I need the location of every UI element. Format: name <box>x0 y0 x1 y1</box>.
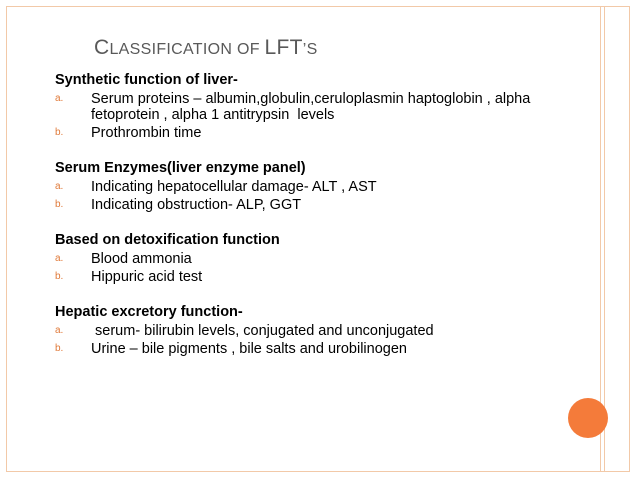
list-item <box>55 91 600 123</box>
list-marker: a. <box>55 181 64 192</box>
frame-vertical-line <box>604 6 605 472</box>
section-excretory-function <box>55 304 600 357</box>
list-item <box>55 341 600 357</box>
list-item-text: Urine – bile pigments , bile salts and urobilinogen <box>91 341 407 357</box>
list-marker: b. <box>55 343 64 354</box>
list-item <box>55 269 600 285</box>
list-marker: a. <box>55 325 64 336</box>
list-item <box>55 179 600 195</box>
list-item <box>55 125 600 141</box>
list-marker: b. <box>55 199 64 210</box>
list-item-text: Indicating obstruction- ALP, GGT <box>91 197 302 213</box>
list-item <box>55 251 600 267</box>
title-first-letter: C <box>94 36 110 59</box>
title-rest: LASSIFICATION OF <box>109 41 265 58</box>
section-synthetic-function <box>55 72 600 141</box>
section-serum-enzymes <box>55 160 600 213</box>
list-item-text: serum- bilirubin levels, conjugated and unconjugated <box>91 323 434 339</box>
list-item-text: Prothrombin time <box>91 125 202 141</box>
list-item-text: Hippuric acid test <box>91 269 203 285</box>
list-item <box>55 323 600 339</box>
list-marker: a. <box>55 253 64 264</box>
section-heading: Serum Enzymes(liver enzyme panel) <box>55 160 306 176</box>
section-heading: Synthetic function of liver- <box>55 72 238 88</box>
slide-title <box>94 36 318 60</box>
title-lft: LFT <box>264 36 303 59</box>
slide-content <box>55 72 600 376</box>
section-heading: Based on detoxification function <box>55 232 280 248</box>
title-suffix: ’S <box>302 41 318 58</box>
list-item <box>55 197 600 213</box>
list-marker: a. <box>55 93 64 104</box>
orange-circle-decoration <box>568 398 608 438</box>
list-item-text: Indicating hepatocellular damage- ALT , AST <box>91 179 377 195</box>
list-item-text: Serum proteins – albumin,globulin,ceruloplasmin haptoglobin , alpha fetoprotein , alpha 1 antitrypsin levels <box>91 91 535 123</box>
list-marker: b. <box>55 127 64 138</box>
list-marker: b. <box>55 271 64 282</box>
section-detoxification <box>55 232 600 285</box>
list-item-text: Blood ammonia <box>91 251 192 267</box>
section-heading: Hepatic excretory function- <box>55 304 243 320</box>
